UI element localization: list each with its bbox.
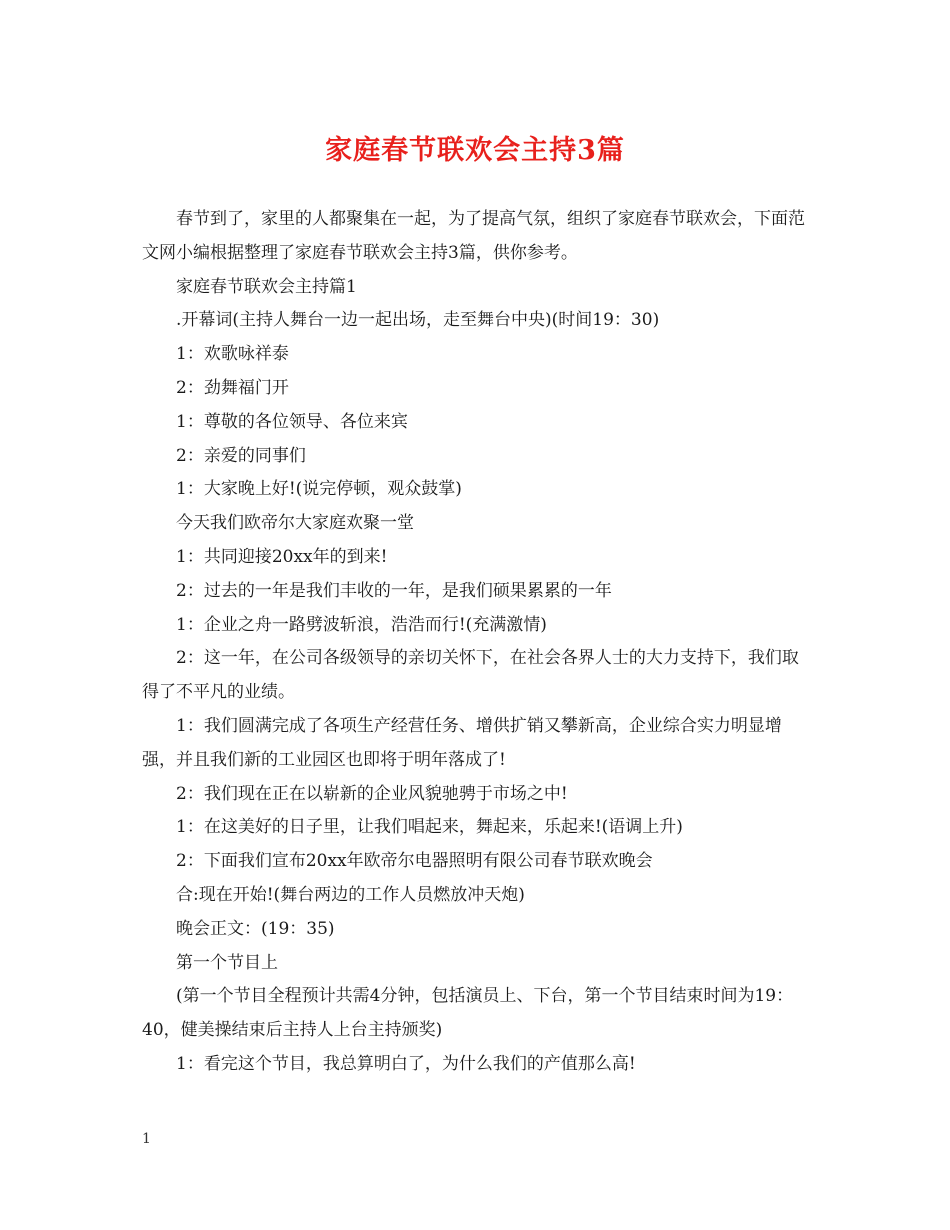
paragraph-line: 1：尊敬的各位领导、各位来宾 [176, 411, 408, 432]
paragraph-line: 2：过去的一年是我们丰收的一年，是我们硕果累累的一年 [176, 580, 612, 601]
paragraph-line: 2：我们现在正在以崭新的企业风貌驰骋于市场之中! [176, 783, 568, 804]
paragraph-line: 今天我们欧帝尔大家庭欢聚一堂 [176, 513, 414, 534]
paragraph-line: 晚会正文：(19：35) [176, 918, 335, 939]
paragraph-line: 2：这一年，在公司各级领导的亲切关怀下，在社会各界人士的大力支持下，我们取得了不平凡的业绩。 [142, 648, 799, 703]
paragraph-line: 1：欢歌咏祥泰 [176, 344, 289, 365]
paragraph-line: 1：企业之舟一路劈波斩浪，浩浩而行!(充满激情) [176, 614, 547, 635]
paragraph-line: 1：共同迎接20xx年的到来! [176, 546, 388, 567]
paragraph-line: 2：亲爱的同事们 [176, 445, 306, 466]
paragraph-line: 2：下面我们宣布20xx年欧帝尔电器照明有限公司春节联欢晚会 [176, 851, 653, 872]
paragraph-intro: 春节到了，家里的人都聚集在一起，为了提高气氛，组织了家庭春节联欢会，下面范文网小编根据整理了家庭春节联欢会主持3篇，供你参考。 [142, 209, 805, 263]
page-number: 1 [142, 1131, 151, 1147]
paragraph-line: 1：我们圆满完成了各项生产经营任务、增供扩销又攀新高，企业综合实力明显增强，并且我们新的工业园区也即将于明年落成了! [142, 715, 782, 770]
document-body [142, 203, 812, 1082]
paragraph-line: 1：看完这个节目，我总算明白了，为什么我们的产值那么高! [176, 1053, 636, 1074]
paragraph-line: 1：在这美好的日子里，让我们唱起来，舞起来，乐起来!(语调上升) [176, 817, 683, 838]
paragraph-line: 第一个节目上 [176, 952, 278, 973]
document-title: 家庭春节联欢会主持3篇 [325, 135, 625, 166]
section-heading: 家庭春节联欢会主持篇1 [176, 276, 357, 297]
paragraph-line: 1：大家晚上好!(说完停顿，观众鼓掌) [176, 479, 462, 500]
paragraph-line: .开幕词(主持人舞台一边一起出场，走至舞台中央)(时间19：30) [176, 310, 660, 331]
paragraph-line: 2：劲舞福门开 [176, 377, 289, 398]
paragraph-line: 合:现在开始!(舞台两边的工作人员燃放冲天炮) [176, 884, 525, 905]
paragraph-line: (第一个节目全程预计共需4分钟，包括演员上、下台，第一个节目结束时间为19：40，健美操结束后主持人上台主持颁奖) [142, 986, 794, 1041]
